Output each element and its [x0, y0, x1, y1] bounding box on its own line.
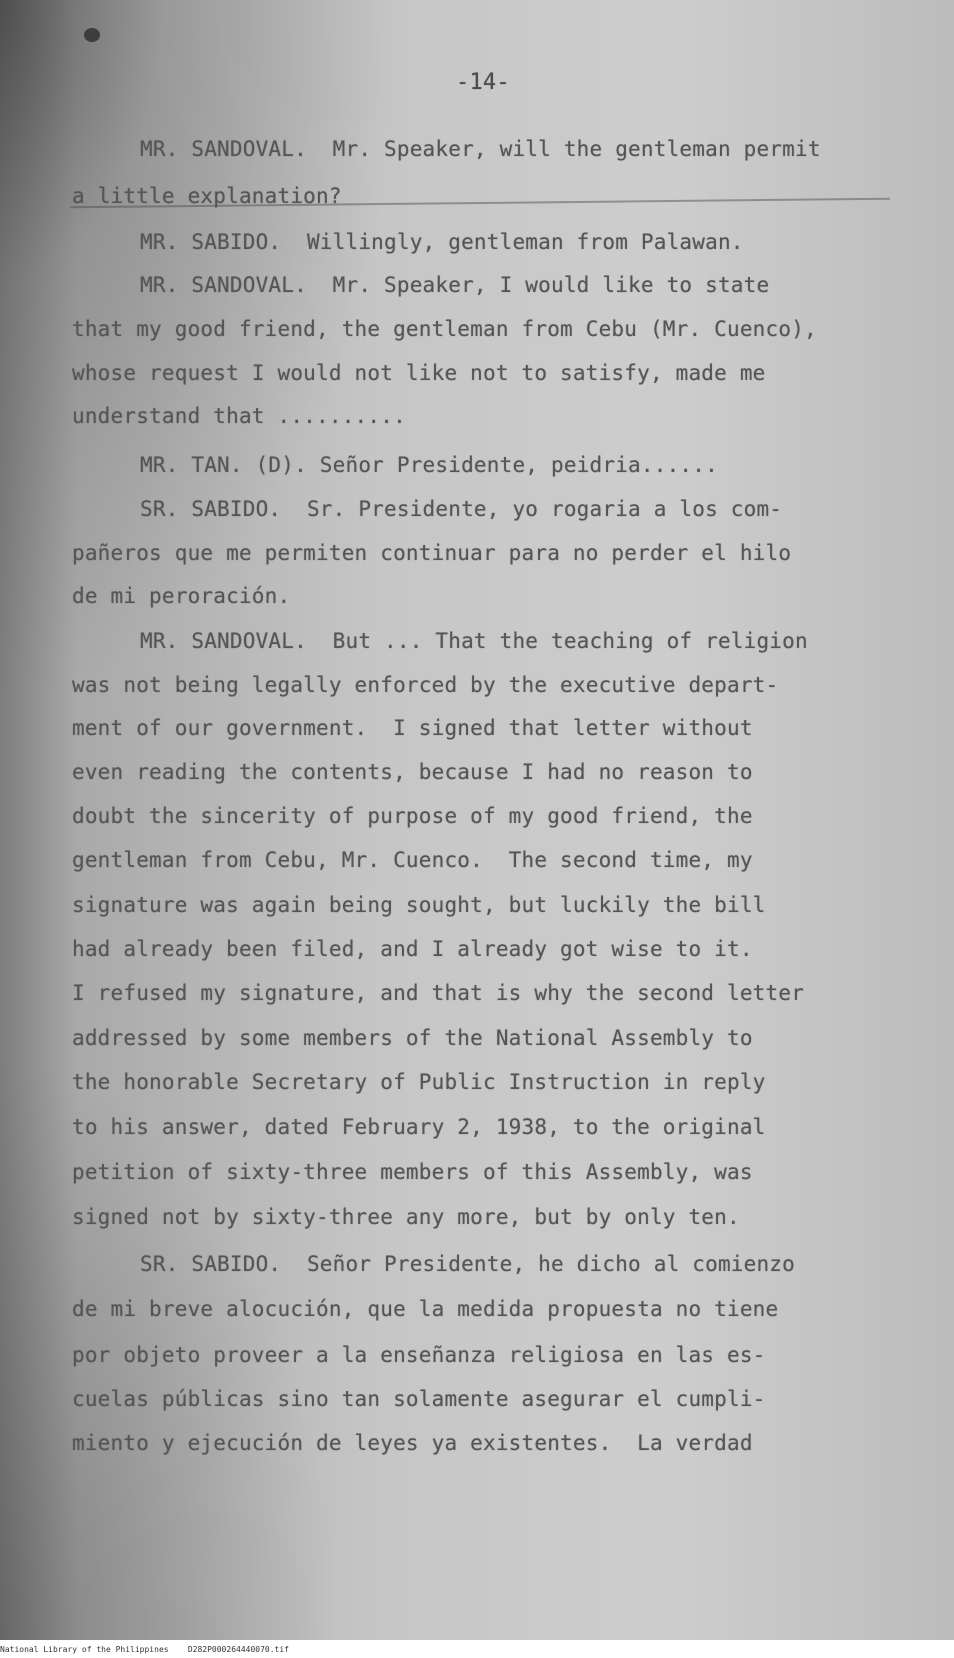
- transcript-line: MR. SANDOVAL. Mr. Speaker, will the gentleman permit: [140, 137, 821, 161]
- page-number: -14-: [456, 70, 510, 95]
- transcript-line: was not being legally enforced by the executive depart-: [72, 673, 779, 697]
- transcript-line: MR. SABIDO. Willingly, gentleman from Palawan.: [140, 230, 744, 254]
- transcript-line: signed not by sixty-three any more, but by only ten.: [72, 1205, 740, 1229]
- transcript-line: to his answer, dated February 2, 1938, to the original: [72, 1115, 766, 1139]
- transcript-line: MR. TAN. (D). Señor Presidente, peidria......: [140, 453, 718, 477]
- scan-footer: National Library of the Philippines D282P000264440070.tif: [0, 1641, 954, 1658]
- transcript-line: ment of our government. I signed that letter without: [72, 716, 753, 740]
- transcript-line: de mi breve alocución, que la medida propuesta no tiene: [72, 1297, 779, 1321]
- transcript-line: gentleman from Cebu, Mr. Cuenco. The second time, my: [72, 848, 753, 872]
- transcript-line: cuelas públicas sino tan solamente asegurar el cumpli-: [72, 1387, 766, 1411]
- transcript-line: miento y ejecución de leyes ya existentes. La verdad: [72, 1431, 753, 1455]
- transcript-line: MR. SANDOVAL. Mr. Speaker, I would like to state: [140, 273, 770, 297]
- transcript-line: petition of sixty-three members of this Assembly, was: [72, 1160, 753, 1184]
- transcript-line: de mi peroración.: [72, 584, 291, 608]
- transcript-line: pañeros que me permiten continuar para no perder el hilo: [72, 541, 792, 565]
- transcript-line: signature was again being sought, but luckily the bill: [72, 893, 766, 917]
- transcript-line: addressed by some members of the National Assembly to: [72, 1026, 753, 1050]
- transcript-line: SR. SABIDO. Sr. Presidente, yo rogaria a los com-: [140, 497, 783, 521]
- transcript-line: whose request I would not like not to satisfy, made me: [72, 361, 766, 385]
- transcript-line: a little explanation?: [72, 184, 342, 208]
- transcript-line: por objeto proveer a la enseñanza religiosa en las es-: [72, 1343, 766, 1367]
- transcript-line: the honorable Secretary of Public Instruction in reply: [72, 1070, 766, 1094]
- transcript-line: even reading the contents, because I had no reason to: [72, 760, 753, 784]
- ink-blot: [84, 28, 100, 42]
- transcript-line: understand that ..........: [72, 404, 406, 428]
- transcript-line: had already been filed, and I already got wise to it.: [72, 937, 753, 961]
- transcript-line: MR. SANDOVAL. But ... That the teaching of religion: [140, 629, 808, 653]
- transcript-line: SR. SABIDO. Señor Presidente, he dicho al comienzo: [140, 1252, 795, 1276]
- transcript-line: doubt the sincerity of purpose of my good friend, the: [72, 804, 753, 828]
- transcript-line: that my good friend, the gentleman from Cebu (Mr. Cuenco),: [72, 317, 817, 341]
- transcript-line: I refused my signature, and that is why the second letter: [72, 981, 805, 1005]
